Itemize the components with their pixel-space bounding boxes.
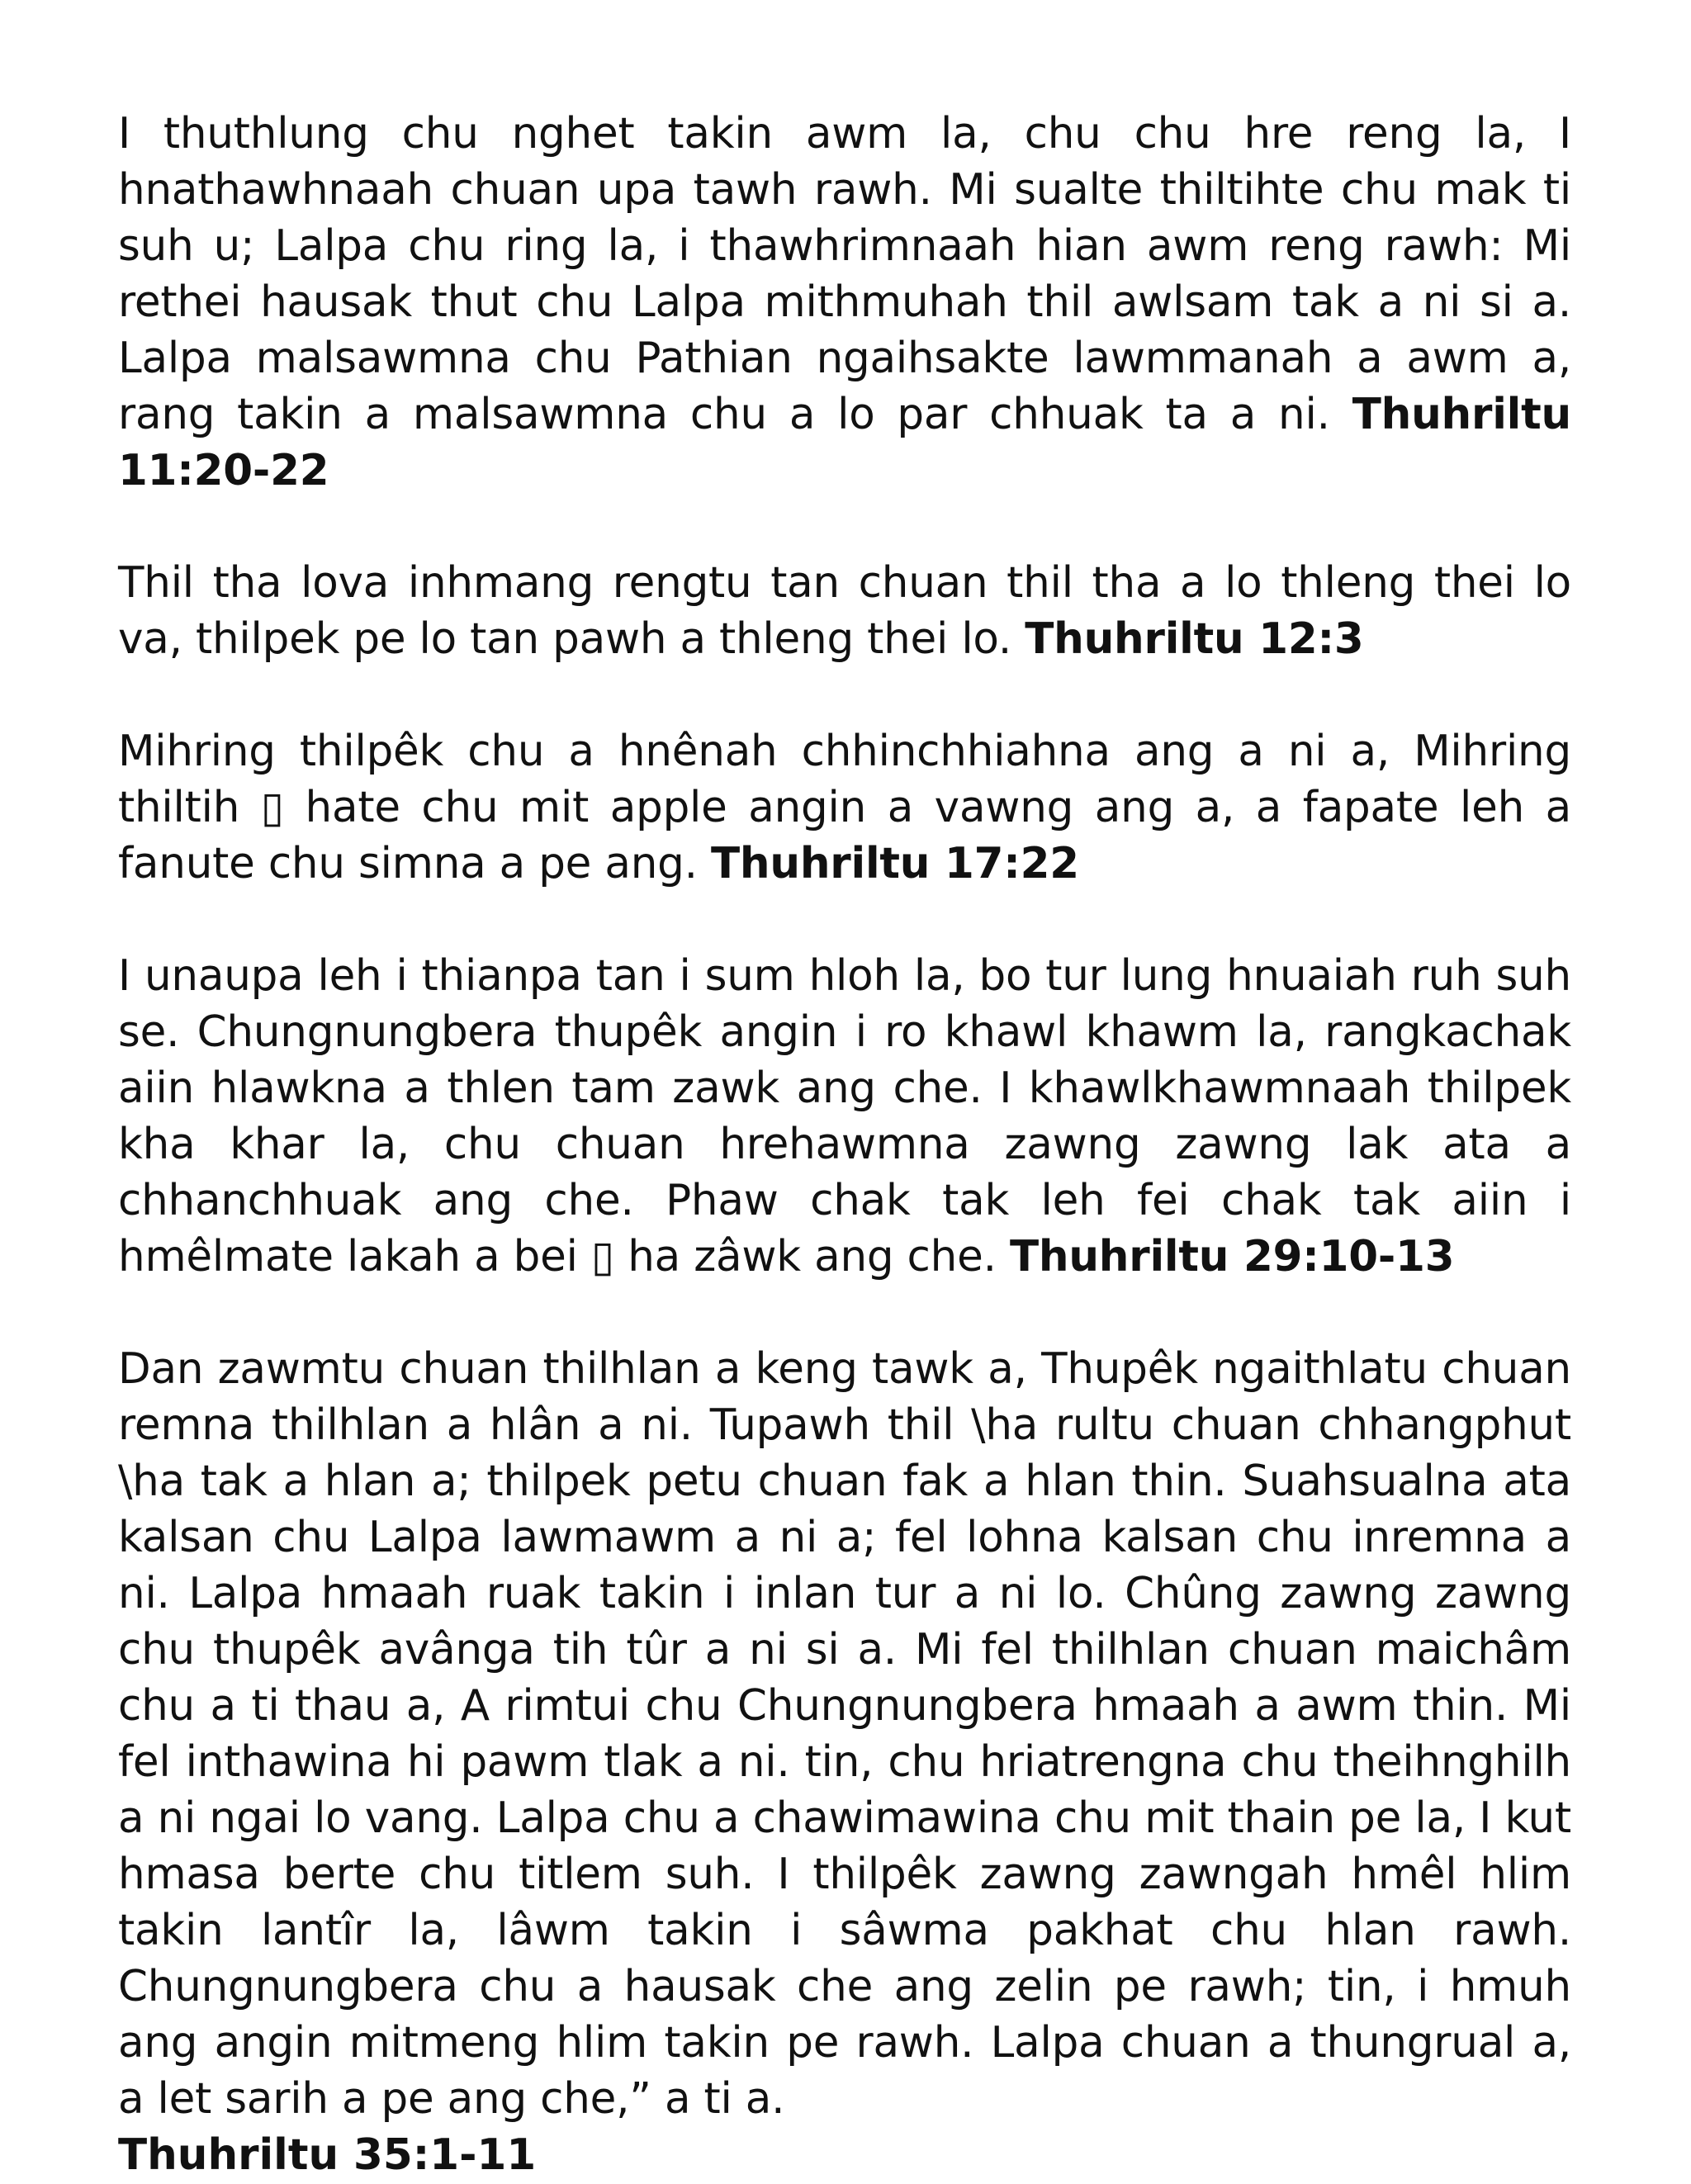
passage-4: [118, 948, 1571, 1285]
passage-4-reference: Thuhriltu 29:10-13: [1009, 1232, 1455, 1282]
passage-3-reference: Thuhriltu 17:22: [710, 839, 1079, 888]
passage-5-reference: Thuhriltu 35:1-11: [118, 2130, 537, 2180]
document-page: [118, 106, 1571, 2183]
passage-4-text: I unaupa leh i thianpa tan i sum hloh la, bo tur lung hnuaiah ruh suh se. Chungnungbera thupêk angin i ro khawl khawm la, rangkachak aiin hlawkna a thlen tam zawk ang che. I khawlkhawmnaah thilpek kha khar la, chu chuan hrehawmna zawng zawng lak ata a chhanchhuak ang che. Phaw chak tak leh fei chak tak aiin i hmêlmate lakah a bei ▯ ha zâwk ang che.: [118, 951, 1571, 1282]
passage-1-reference: Thuhriltu 11:20-22: [118, 390, 1571, 495]
passage-1-text: I thuthlung chu nghet takin awm la, chu chu hre reng la, I hnathawhnaah chuan upa tawh rawh. Mi sualte thiltihte chu mak ti suh u; Lalpa chu ring la, i thawhrimnaah hian awm reng rawh: Mi rethei hausak thut chu Lalpa mithmuhah thil awlsam tak a ni si a. Lalpa malsawmna chu Pathian ngaihsakte lawmmanah a awm a, rang takin a malsawmna chu a lo par chhuak ta a ni.: [118, 109, 1571, 439]
passage-2-text: Thil tha lova inhmang rengtu tan chuan thil tha a lo thleng thei lo va, thilpek pe lo tan pawh a thleng thei lo.: [118, 558, 1571, 664]
passage-1: [118, 106, 1571, 499]
passage-3: [118, 723, 1571, 892]
passage-5-text: Dan zawmtu chuan thilhlan a keng tawk a, Thupêk ngaithlatu chuan remna thilhlan a hlân a ni. Tupawh thil \ha rultu chuan chhangphut \ha tak a hlan a; thilpek petu chuan fak a hlan thin. Suahsualna ata kalsan chu Lalpa lawmawm a ni a; fel lohna kalsan chu inremna a ni. Lalpa hmaah ruak takin i inlan tur a ni lo. Chûng zawng zawng chu thupêk avânga tih tûr a ni si a. Mi fel thilhlan chuan maichâm chu a ti thau a, A rimtui chu Chungnungbera hmaah a awm thin. Mi fel inthawina hi pawm tlak a ni. tin, chu hriatrengna chu theihnghilh a ni ngai lo vang. Lalpa chu a chawimawina chu mit thain pe la, I kut hmasa berte chu titlem suh. I thilpêk zawng zawngah hmêl hlim takin lantîr la, lâwm takin i sâwma pakhat chu hlan rawh. Chungnungbera chu a hausak che ang zelin pe rawh; tin, i hmuh ang angin mitmeng hlim takin pe rawh. Lalpa chuan a thungrual a, a let sarih a pe ang che,” a ti a.: [118, 1344, 1571, 2124]
passage-2: [118, 555, 1571, 667]
passage-2-reference: Thuhriltu 12:3: [1025, 614, 1364, 664]
passage-5: [118, 1341, 1571, 2127]
passage-3-text: Mihring thilpêk chu a hnênah chhinchhiahna ang a ni a, Mihring thiltih ▯ hate chu mit apple angin a vawng ang a, a fapate leh a fanute chu simna a pe ang.: [118, 727, 1571, 888]
